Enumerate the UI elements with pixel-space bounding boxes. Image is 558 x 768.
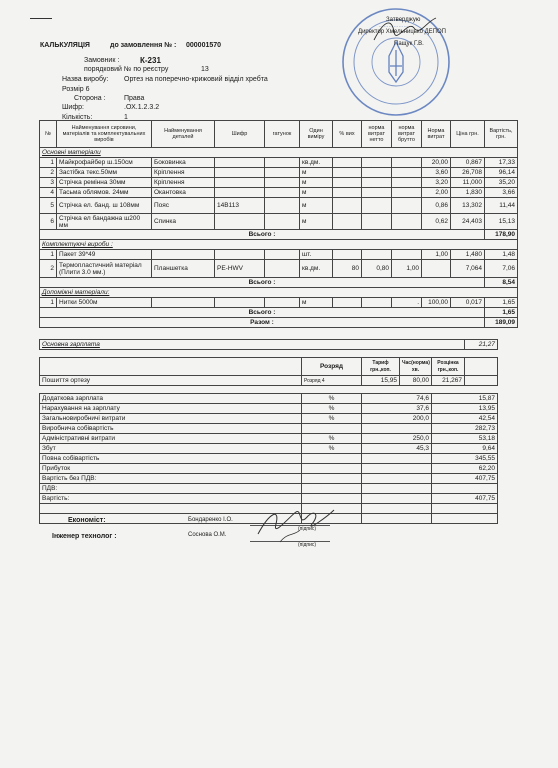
cell [302,464,362,474]
cell: 26,708 [451,168,485,178]
cell: Кріплення [152,168,215,178]
cell: Спинка [152,214,215,230]
cell: % [302,404,362,414]
section-title: Комплектуючі вироби : [40,240,518,250]
subtotal-row [40,308,518,318]
cell [215,158,265,168]
cell: 282,73 [432,424,498,434]
cell: 5 [40,198,57,214]
qty-label: Кількість: [62,114,93,121]
cell [362,188,392,198]
section-row [40,240,518,250]
cell: м [300,198,333,214]
svg-text:·····················: ····················· [378,24,414,30]
cell: 1,65 [485,298,518,308]
cell: 0,62 [422,214,451,230]
cell: Термопластичний матеріал (Плити 3.0 мм.) [57,260,152,278]
cell: 7,064 [451,260,485,278]
cell: м [300,178,333,188]
cell: Пошиття ортезу [40,376,302,386]
cell: Розряд 4 [302,376,362,386]
cell [362,158,392,168]
cell [265,168,300,178]
section-title: Допоміжні матеріали: [40,288,518,298]
cell [362,464,432,474]
cell: % [302,394,362,404]
cell: Нарахування на зарплату [40,404,302,414]
cell: 3,20 [422,178,451,188]
col-header: Найменування сировини, матеріалів та комплектувальних виробів [57,121,152,148]
cell [265,158,300,168]
cell: Прибуток [40,464,302,474]
cell: 80,00 [400,376,432,386]
cell: Застібка текс.50мм [57,168,152,178]
cell: 62,20 [432,464,498,474]
subtotal-row [40,278,518,288]
cell: Повна собівартість [40,454,302,464]
register-value: 13 [201,66,209,73]
cell: 345,55 [432,454,498,464]
col-header: Найменування деталей [152,121,215,148]
cell [362,504,432,514]
cell: 1,48 [485,250,518,260]
cell: 9,64 [432,444,498,454]
economist-name: Бондаренко І.О. [188,517,233,523]
code-label: Шифр: [62,104,84,111]
cell: 407,75 [432,494,498,504]
cell [362,474,432,484]
cell: Додаткова зарплата [40,394,302,404]
cell: Боковинка [152,158,215,168]
subtotal-label: Всього : [40,278,485,288]
qty-value: 1 [124,114,128,121]
col-header: Ціна грн. [451,121,485,148]
cell: 14В113 [215,198,265,214]
cell: 13,95 [432,404,498,414]
cell: 407,75 [432,474,498,484]
cell: м [300,298,333,308]
cell [302,474,362,484]
table-row [40,260,518,278]
cell: Вартість без ПДВ: [40,474,302,484]
cost-row [40,464,498,474]
cell: 4 [40,188,57,198]
cell: Адміністративні витрати [40,434,302,444]
cell: 24,403 [451,214,485,230]
doc-title: КАЛЬКУЛЯЦІЯ [40,42,90,49]
cell: % [302,414,362,424]
cell [362,168,392,178]
side-value: Права [124,95,145,102]
engineer-name: Соснова О.М. [188,532,227,538]
table-row [40,188,518,198]
cell [265,260,300,278]
cost-row [40,424,498,434]
cell [422,260,451,278]
cell [362,250,392,260]
salary-title: Основна зарплата [40,340,465,350]
cell: 2 [40,260,57,278]
cell [265,198,300,214]
cost-row [40,454,498,464]
subtotal-row [40,230,518,240]
table-row [40,198,518,214]
cell: 11,000 [451,178,485,188]
cost-row [40,404,498,414]
col-header: Один виміру [300,121,333,148]
cell [333,188,362,198]
economist-label: Економіст: [68,517,106,524]
cell: Окантовка [152,188,215,198]
cell: Стрічка ел. банд. ш 108мм [57,198,152,214]
cell [333,158,362,168]
cell [432,504,498,514]
col-header: Норма витрат [422,121,451,148]
cell: 1,830 [451,188,485,198]
cell [392,158,422,168]
col-header: Час(норма) хв. [400,358,432,376]
cell: 250,0 [362,434,432,444]
cell: 13,302 [451,198,485,214]
section-title: Основні матеріали [40,148,518,158]
cell [215,178,265,188]
col-header: Шифр [215,121,265,148]
section-row [40,288,518,298]
cost-row [40,444,498,454]
cell [362,454,432,464]
table-row [40,250,518,260]
cell [362,424,432,434]
cell [215,250,265,260]
table-row [40,214,518,230]
cell [302,454,362,464]
cell: 42,54 [432,414,498,424]
cell: 53,18 [432,434,498,444]
table-row [40,298,518,308]
cost-header-row [40,358,498,376]
col-header: гатунок [265,121,300,148]
salary-header-table [39,339,498,350]
cell: м [300,188,333,198]
cell [362,298,392,308]
subtotal-value: 1,65 [485,308,518,318]
cost-row [40,484,498,494]
cell: 1,00 [392,260,422,278]
subtotal-label: Всього : [40,308,485,318]
order-label: до замовлення № : [110,42,177,49]
cell [392,178,422,188]
cell: Пояс [152,198,215,214]
cell [432,484,498,494]
cost-row [40,376,498,386]
materials-table [39,120,518,328]
cell [333,214,362,230]
cell: 15,13 [485,214,518,230]
cell [362,198,392,214]
cell: 100,00 [422,298,451,308]
cell [265,188,300,198]
cell: 3,66 [485,188,518,198]
cell [302,424,362,434]
cell: 37,6 [362,404,432,414]
code-value: .ОХ.1.2.3.2 [124,104,160,111]
cell: 15,95 [362,376,400,386]
cell [392,250,422,260]
cell [152,298,215,308]
cell: 200,0 [362,414,432,424]
cell: Загальновиробничі витрати [40,414,302,424]
cell [392,188,422,198]
cell [215,188,265,198]
section-row [40,148,518,158]
approve-name: Пащук Г.В. [394,41,424,47]
signature-caption: (підпис) [298,526,317,532]
cell: Збут [40,444,302,454]
table-row [40,178,518,188]
cost-row [40,434,498,444]
cell [362,214,392,230]
cell: Пакет 39*49 [57,250,152,260]
cell [302,484,362,494]
cell: шт. [300,250,333,260]
cell: 35,20 [485,178,518,188]
cell: 15,87 [432,394,498,404]
cell: 0,86 [422,198,451,214]
engineer-label: Інженер технолог : [52,533,117,540]
table-row [40,158,518,168]
col-header: норма витрат брутто [392,121,422,148]
cell: 0,017 [451,298,485,308]
cell: Стрічка ремінна 30мм [57,178,152,188]
cell: 21,267 [432,376,465,386]
cell: 3,60 [422,168,451,178]
customer-value: К-231 [140,56,161,65]
cell [265,214,300,230]
cell: 0,867 [451,158,485,168]
cell: Вартість: [40,494,302,504]
cell [333,178,362,188]
cell: 96,14 [485,168,518,178]
cell [215,298,265,308]
cell: Стрічка ел бандажна ш200 мм [57,214,152,230]
cell: Кріплення [152,178,215,188]
subtotal-value: 8,54 [485,278,518,288]
salary-value: 21,27 [465,340,498,350]
cell [265,178,300,188]
approve-position: Директор Хмельницько ДЕПОП [358,29,446,35]
cell: Планшетка [152,260,215,278]
cell: м [300,214,333,230]
cell: м [300,168,333,178]
order-number: 000001570 [186,42,222,49]
cell: Тасьма облямов. 24мм [57,188,152,198]
cost-row [40,414,498,424]
total-value: 189,09 [485,318,518,328]
cell: 1,480 [451,250,485,260]
cell: % [302,434,362,444]
approval-signature [370,10,440,55]
cell [152,250,215,260]
col-header: № [40,121,57,148]
cell: 3 [40,178,57,188]
side-label: Сторона : [74,95,106,102]
cell: 45,3 [362,444,432,454]
cost-row [40,474,498,484]
cell: % [302,444,362,454]
cell [333,198,362,214]
cell: 74,6 [362,394,432,404]
cell [362,494,432,504]
col-header: Розряд [302,358,362,376]
cell: PE-HWV [215,260,265,278]
cell: 1 [40,298,57,308]
cell [333,298,362,308]
product-label: Назва виробу: [62,76,109,83]
cell: 1,00 [422,250,451,260]
cell [392,168,422,178]
cell [432,514,498,524]
cell: 1 [40,250,57,260]
approve-label: Затверджую [386,17,421,23]
table-row [40,168,518,178]
cell [362,178,392,188]
cell [265,250,300,260]
cell: кв.дм. [300,260,333,278]
total-row [40,318,518,328]
register-label: порядковий № по реєстру [84,66,169,73]
cell: 20,00 [422,158,451,168]
cell: Нитки 5000м [57,298,152,308]
product-value: Ортез на поперечно-крижовий відділ хребта [124,76,268,83]
cell [215,214,265,230]
col-header: Розцінка грн.,коп. [432,358,465,376]
table-header-row [40,121,518,148]
col-header: Вартість, грн. [485,121,518,148]
signature-caption: (підпис) [298,542,317,548]
cell: 80 [333,260,362,278]
cell [392,198,422,214]
col-header: % вих [333,121,362,148]
cell [333,168,362,178]
total-label: Разом : [40,318,485,328]
cell: кв.дм. [300,158,333,168]
handwritten-signature [250,502,340,552]
cost-table [39,357,498,386]
size-label: Розмір 6 [62,86,90,93]
cell: Виробнича собівартість [40,424,302,434]
col-header: норма витрат нетто [362,121,392,148]
top-dash [30,18,52,19]
cell: ПДВ: [40,484,302,494]
cell: Майкрофайбер ш.150см [57,158,152,168]
cell: 7,06 [485,260,518,278]
cell [265,298,300,308]
cell: 17,33 [485,158,518,168]
customer-label: Замовник : [84,57,120,64]
cell: 6 [40,214,57,230]
cell: 11,44 [485,198,518,214]
subtotal-label: Всього : [40,230,485,240]
cell: . [392,298,422,308]
subtotal-value: 178,90 [485,230,518,240]
cell [362,484,432,494]
cell [392,214,422,230]
cell: 2,00 [422,188,451,198]
col-header: Тариф грн.,коп. [362,358,400,376]
cell [215,168,265,178]
cell [333,250,362,260]
cell: 2 [40,168,57,178]
cell: 1 [40,158,57,168]
cell: 0,80 [362,260,392,278]
cell [362,514,432,524]
cost-row [40,394,498,404]
